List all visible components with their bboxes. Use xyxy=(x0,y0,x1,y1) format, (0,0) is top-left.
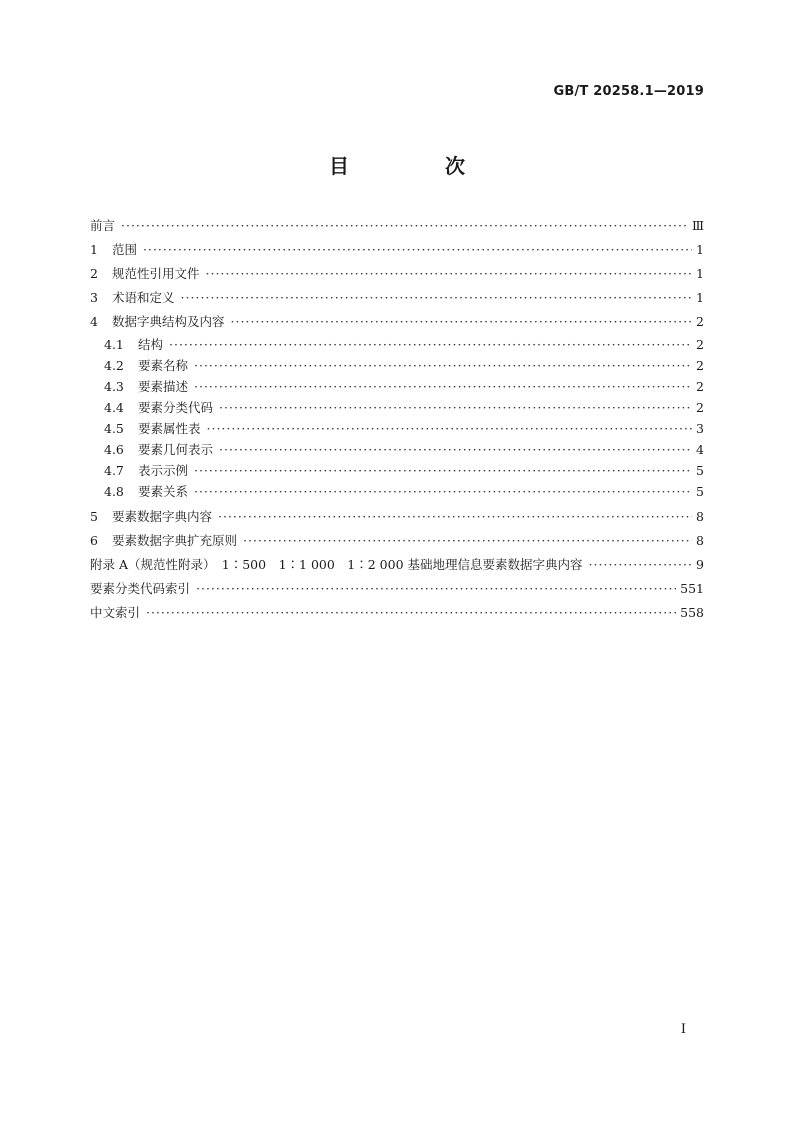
toc-entry-number: 6 xyxy=(90,533,98,548)
toc-entry-3[interactable] xyxy=(90,286,704,310)
toc-entry-number: 4.5 xyxy=(104,421,124,436)
toc-entry-text: 结构 xyxy=(138,337,164,352)
toc-leader-dots xyxy=(146,601,676,625)
toc-entry-text: 规范性引用文件 xyxy=(112,266,200,281)
toc-entry-text: 要素分类代码 xyxy=(138,400,214,415)
toc-entry-number: 4.6 xyxy=(104,442,124,457)
standard-code: GB/T 20258.1—2019 xyxy=(553,84,704,99)
toc-entry-4-6[interactable] xyxy=(90,439,704,460)
toc-leader-dots xyxy=(219,397,692,418)
toc-entry-2[interactable] xyxy=(90,262,704,286)
toc-leader-dots xyxy=(194,376,692,397)
toc-entry-text: 表示示例 xyxy=(138,463,189,478)
toc-entry-page: 1 xyxy=(696,290,704,305)
toc-leader-dots xyxy=(231,310,693,334)
toc-entry-text: 要素分类代码索引 xyxy=(90,581,191,596)
toc-leader-dots xyxy=(181,286,693,310)
toc-entry-code-index[interactable] xyxy=(90,577,704,601)
toc-leader-dots xyxy=(194,460,692,481)
toc-entry-appendix-a[interactable] xyxy=(90,553,704,577)
toc-leader-dots xyxy=(207,418,693,439)
toc-entry-4-1[interactable] xyxy=(90,334,704,355)
page-title: 目 次 xyxy=(329,154,503,178)
toc-leader-dots xyxy=(169,334,692,355)
toc-entry-text: 附录 A（规范性附录） 1∶500 1∶1 000 1∶2 000 基础地理信息要素数据字典内容 xyxy=(90,557,583,572)
toc-entry-4-5[interactable] xyxy=(90,418,704,439)
toc-entry-number: 4.3 xyxy=(104,379,124,394)
toc-entry-text: 要素名称 xyxy=(138,358,189,373)
toc-entry-text: 范围 xyxy=(112,242,138,257)
toc-entry-6[interactable] xyxy=(90,529,704,553)
toc-leader-dots xyxy=(194,481,692,502)
toc-entry-text: 要素几何表示 xyxy=(138,442,214,457)
toc-entry-number: 2 xyxy=(90,266,98,281)
toc-entry-text: 要素关系 xyxy=(138,484,189,499)
toc-entry-number: 4 xyxy=(90,314,98,329)
toc-entry-text: 前言 xyxy=(90,218,116,233)
toc-entry-4[interactable] xyxy=(90,310,704,334)
toc-entry-page: Ⅲ xyxy=(691,218,704,233)
toc-entry-page: 558 xyxy=(680,605,704,620)
toc-entry-number: 4.2 xyxy=(104,358,124,373)
toc-entry-number: 3 xyxy=(90,290,98,305)
toc-entry-text: 数据字典结构及内容 xyxy=(112,314,225,329)
toc-leader-dots xyxy=(194,355,692,376)
toc-entry-foreword[interactable] xyxy=(90,214,704,238)
toc-entry-text: 要素属性表 xyxy=(138,421,201,436)
toc-entry-page: 1 xyxy=(696,266,704,281)
page-number: Ⅰ xyxy=(680,1022,686,1037)
toc-entry-number: 4.8 xyxy=(104,484,124,499)
toc-entry-4-4[interactable] xyxy=(90,397,704,418)
toc-leader-dots xyxy=(121,214,688,238)
toc-leader-dots xyxy=(143,238,692,262)
toc-entry-chinese-index[interactable] xyxy=(90,601,704,625)
toc-entry-4-8[interactable] xyxy=(90,481,704,502)
toc-entry-text: 要素数据字典内容 xyxy=(112,509,213,524)
toc-leader-dots xyxy=(206,262,693,286)
toc-entry-page: 551 xyxy=(680,581,704,596)
toc-entry-page: 2 xyxy=(696,379,704,394)
toc-entry-number: 4.7 xyxy=(104,463,124,478)
toc-entry-text: 要素描述 xyxy=(138,379,189,394)
toc-entry-1[interactable] xyxy=(90,238,704,262)
toc-entry-number: 4.1 xyxy=(104,337,124,352)
toc-entry-number: 1 xyxy=(90,242,98,257)
toc-entry-number: 4.4 xyxy=(104,400,124,415)
toc-entry-page: 4 xyxy=(696,442,704,457)
toc-leader-dots xyxy=(219,439,692,460)
table-of-contents xyxy=(90,214,704,625)
toc-entry-page: 5 xyxy=(696,463,704,478)
toc-entry-number: 5 xyxy=(90,509,98,524)
toc-entry-4-2[interactable] xyxy=(90,355,704,376)
toc-entry-4-7[interactable] xyxy=(90,460,704,481)
toc-leader-dots xyxy=(589,553,693,577)
toc-entry-text: 术语和定义 xyxy=(112,290,175,305)
toc-entry-page: 2 xyxy=(696,358,704,373)
toc-entry-page: 2 xyxy=(696,400,704,415)
toc-entry-page: 2 xyxy=(696,337,704,352)
toc-leader-dots xyxy=(196,577,676,601)
toc-entry-page: 1 xyxy=(696,242,704,257)
toc-entry-5[interactable] xyxy=(90,505,704,529)
toc-entry-page: 8 xyxy=(696,509,704,524)
toc-entry-page: 9 xyxy=(696,557,704,572)
toc-leader-dots xyxy=(243,529,692,553)
toc-entry-page: 5 xyxy=(696,484,704,499)
toc-leader-dots xyxy=(218,505,692,529)
toc-entry-text: 要素数据字典扩充原则 xyxy=(112,533,238,548)
toc-entry-4-3[interactable] xyxy=(90,376,704,397)
toc-entry-text: 中文索引 xyxy=(90,605,141,620)
toc-entry-page: 3 xyxy=(696,421,704,436)
toc-entry-page: 8 xyxy=(696,533,704,548)
toc-entry-page: 2 xyxy=(696,314,704,329)
